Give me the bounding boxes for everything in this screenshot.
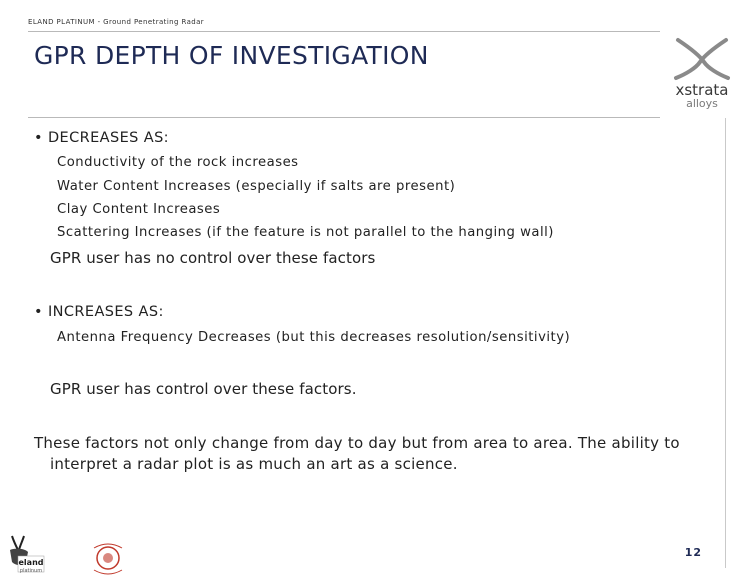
title-divider	[28, 117, 660, 118]
conclusion-line-2: interpret a radar plot is as much an art as a science.	[50, 455, 458, 473]
increases-note: GPR user has control over these factors.	[50, 380, 357, 398]
eland-antelope-icon	[4, 532, 54, 576]
svg-text:eland: eland	[18, 558, 44, 567]
decreases-bullet: • DECREASES AS:	[34, 130, 169, 146]
conclusion-line-1: These factors not only change from day to day but from area to area. The ability to	[34, 434, 680, 452]
xstrata-sub-text: alloys	[686, 97, 718, 110]
badge-icon	[88, 540, 128, 576]
xstrata-logo	[666, 36, 736, 112]
xstrata-brand-text: xstrata	[675, 81, 729, 99]
decreases-item: Scattering Increases (if the feature is not parallel to the hanging wall)	[57, 225, 554, 240]
increases-bullet: • INCREASES AS:	[34, 304, 164, 320]
decreases-item: Water Content Increases (especially if salts are present)	[57, 179, 456, 194]
page-number: 12	[684, 546, 702, 559]
decreases-item: Clay Content Increases	[57, 202, 221, 217]
page-title: GPR DEPTH OF INVESTIGATION	[34, 41, 429, 70]
increases-item: Antenna Frequency Decreases (but this decreases resolution/sensitivity)	[57, 330, 571, 345]
svg-text:platinum: platinum	[19, 568, 43, 574]
eland-platinum-logo	[4, 532, 54, 576]
header-divider	[28, 31, 660, 32]
decreases-item: Conductivity of the rock increases	[57, 155, 299, 170]
red-badge-logo	[88, 540, 128, 576]
decreases-note: GPR user has no control over these factors	[50, 249, 376, 267]
xstrata-mark-icon	[666, 36, 736, 112]
header-subtitle: ELAND PLATINUM - Ground Penetrating Radar	[28, 18, 205, 26]
right-margin-rule	[725, 118, 726, 568]
